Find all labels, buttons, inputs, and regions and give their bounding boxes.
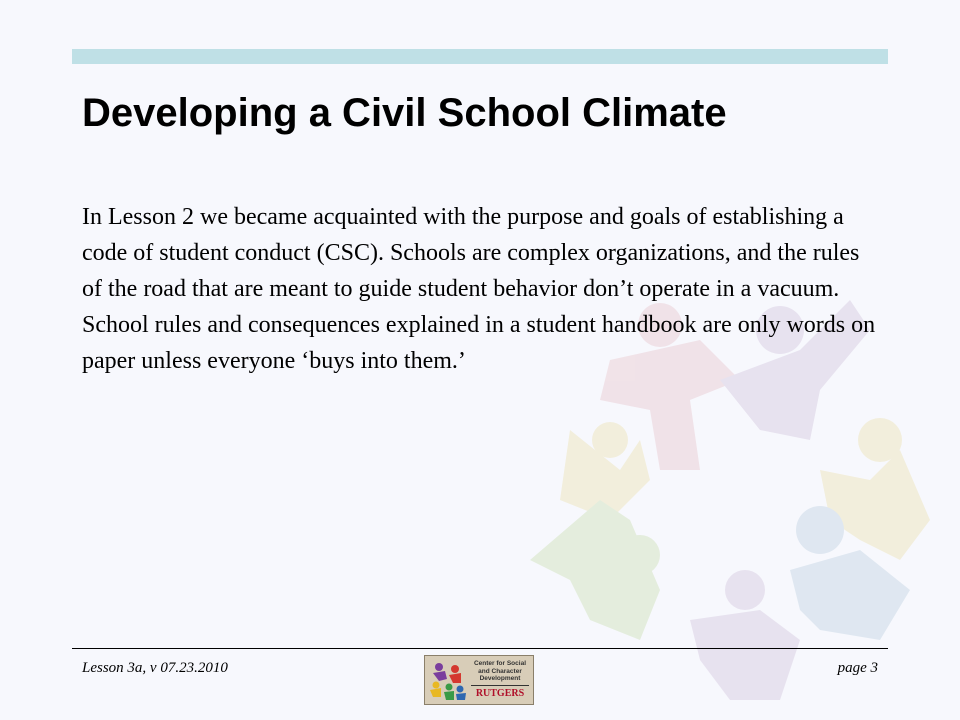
footer-lesson-version: Lesson 3a, v 07.23.2010 bbox=[82, 660, 228, 676]
footer-page-number: page 3 bbox=[837, 660, 878, 676]
logo-center-name: Center for Social and Character Development bbox=[473, 660, 526, 682]
logo-figures-icon bbox=[427, 659, 467, 701]
footer-divider bbox=[72, 648, 888, 649]
slide-body-text: In Lesson 2 we became acquainted with the purpose and goals of establishing a code of student conduct (CSC). Schools are complex organizations, and the rules of the road that are meant to guide student behavior don’t operate in a vacuum. School rules and consequences explained in a student handbook are only words on paper unless everyone ‘buys into them.’ bbox=[82, 204, 876, 374]
slide-title: Developing a Civil School Climate bbox=[82, 91, 727, 135]
logo-divider bbox=[471, 685, 529, 686]
center-logo bbox=[424, 655, 534, 705]
logo-rutgers: RUTGERS bbox=[475, 688, 525, 699]
